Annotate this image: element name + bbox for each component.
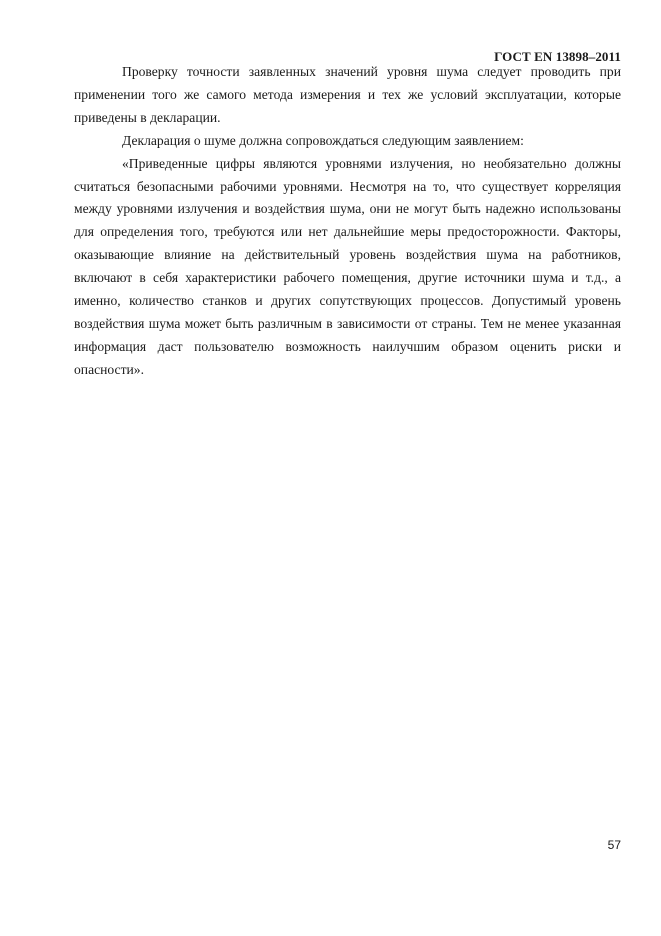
standard-code-header: ГОСТ EN 13898–2011 xyxy=(494,49,621,64)
paragraph-declaration-intro: Декларация о шуме должна сопровождаться следующим заявлением: xyxy=(122,132,524,148)
paragraph-verification: Проверку точности заявленных значений уровня шума следует проводить при применении того же самого метода измерения и тех же условий эксплуатации, которые приведены в декларации. xyxy=(74,64,621,125)
page-number: 57 xyxy=(607,838,621,852)
paragraph-declaration-statement: «Приведенные цифры являются уровнями излучения, но необязательно должны считаться безопасными рабочими уровнями. Несмотря на то, что существует корреляция между уровнями излучения и воздействия шума, они не могут быть надежно использованы для определения того, требуются или нет дальнейшие меры предосторожности. Факторы, оказывающие влияние на действительный уровень воздействия шума на работников, включают в себя характеристики рабочего помещения, другие источники шума и т.д., а именно, количество станков и других сопутствующих процессов. Допустимый уровень воздействия шума может быть различным в зависимости от страны. Тем не менее указанная информация даст пользователю возможность наилучшим образом оценить риски и опасности». xyxy=(74,155,621,377)
document-body xyxy=(74,61,621,382)
